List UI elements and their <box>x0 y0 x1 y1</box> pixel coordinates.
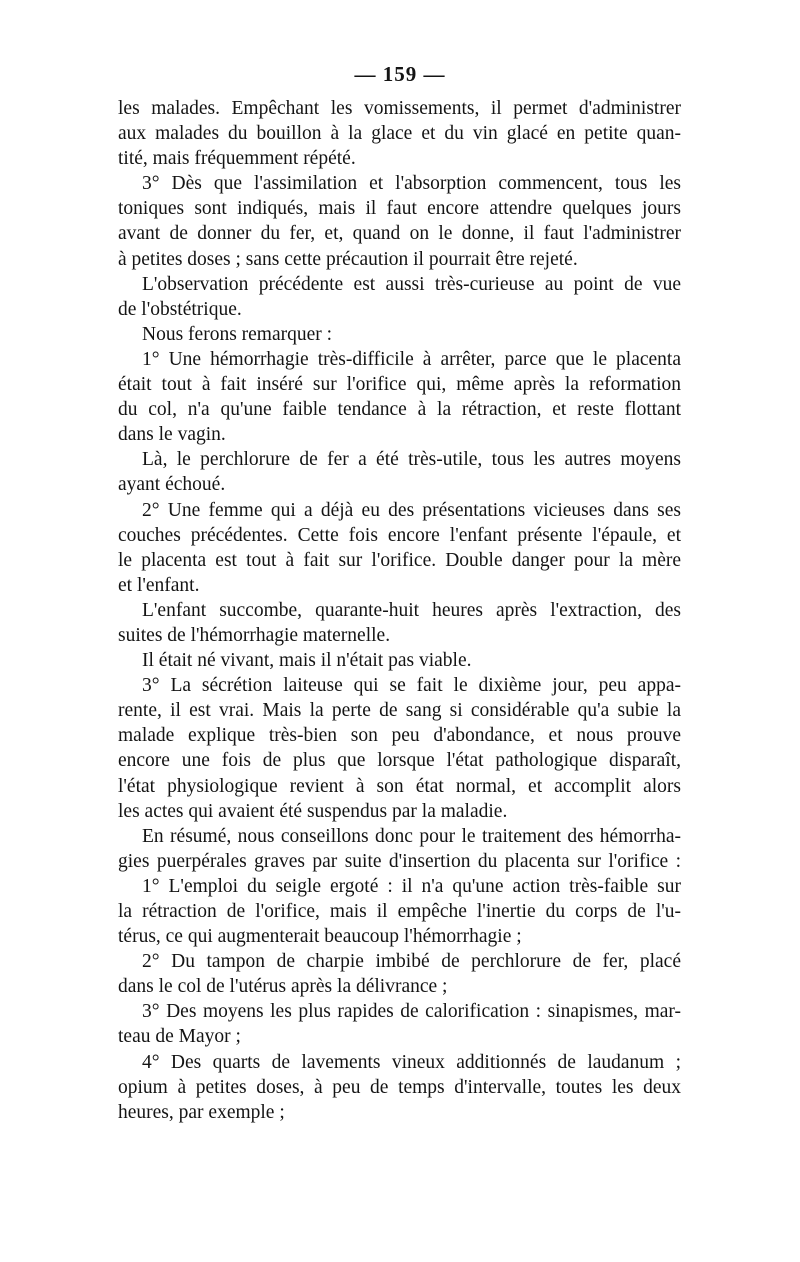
text-line: 1° L'emploi du seigle ergoté : il n'a qu'une action très-faible sur <box>142 875 681 897</box>
text-line: teau de Mayor ; <box>118 1026 241 1048</box>
text-line: à petites doses ; sans cette précaution il pourrait être rejeté. <box>118 248 578 270</box>
text-line: térus, ce qui augmenterait beaucoup l'hémorrhagie ; <box>118 926 522 948</box>
text-line: Nous ferons remarquer : <box>142 323 333 345</box>
text-line: L'enfant succombe, quarante-huit heures après l'extraction, des <box>142 599 681 621</box>
page-number: — 159 — <box>354 62 446 86</box>
text-line: heures, par exemple ; <box>118 1101 285 1123</box>
text-line: avant de donner du fer, et, quand on le donne, il faut l'administrer <box>118 223 681 245</box>
text-line: gies puerpérales graves par suite d'insertion du placenta sur l'orifice : <box>118 850 681 872</box>
text-line: était tout à fait inséré sur l'orifice qui, même après la reformation <box>118 374 681 396</box>
text-line: suites de l'hémorrhagie maternelle. <box>118 624 391 646</box>
text-line: encore une fois de plus que lorsque l'état pathologique disparaît, <box>118 750 681 772</box>
text-line: couches précédentes. Cette fois encore l'enfant présente l'épaule, et <box>118 524 681 546</box>
text-line: Il était né vivant, mais il n'était pas viable. <box>142 650 472 672</box>
text-line: la rétraction de l'orifice, mais il empêche l'inertie du corps de l'u- <box>118 901 681 922</box>
text-line: 2° Une femme qui a déjà eu des présentations vicieuses dans ses <box>142 499 681 521</box>
text-line: malade explique très-bien son peu d'abondance, et nous prouve <box>118 725 681 747</box>
text-line: 1° Une hémorrhagie très-difficile à arrêter, parce que le placenta <box>142 348 681 370</box>
text-line: aux malades du bouillon à la glace et du vin glacé en petite quan- <box>118 123 681 145</box>
text-line: le placenta est tout à fait sur l'orifice. Double danger pour la mère <box>118 549 681 571</box>
body-text <box>118 96 681 1125</box>
text-line: 3° La sécrétion laiteuse qui se fait le dixième jour, peu appa- <box>142 675 681 697</box>
text-line: 4° Des quarts de lavements vineux additionnés de laudanum ; <box>142 1051 681 1073</box>
text-line: et l'enfant. <box>118 574 200 596</box>
text-line: opium à petites doses, à peu de temps d'intervalle, toutes les deux <box>118 1076 681 1098</box>
text-line: rente, il est vrai. Mais la perte de sang si considérable qu'a subie la <box>118 700 681 722</box>
text-line: 3° Dès que l'assimilation et l'absorption commencent, tous les <box>142 173 681 195</box>
text-line: les malades. Empêchant les vomissements, il permet d'administrer <box>118 98 681 119</box>
text-line: du col, n'a qu'une faible tendance à la rétraction, et reste flottant <box>118 399 681 421</box>
text-line: dans le col de l'utérus après la délivrance ; <box>118 976 448 998</box>
text-line: 3° Des moyens les plus rapides de calorification : sinapismes, mar- <box>142 1001 681 1023</box>
text-line: L'observation précédente est aussi très-curieuse au point de vue <box>142 273 681 295</box>
text-line: de l'obstétrique. <box>118 298 242 320</box>
text-line: toniques sont indiqués, mais il faut encore attendre quelques jours <box>118 198 681 220</box>
text-line: En résumé, nous conseillons donc pour le traitement des hémorrha- <box>142 825 681 847</box>
text-line: tité, mais fréquemment répété. <box>118 148 356 170</box>
text-line: les actes qui avaient été suspendus par la maladie. <box>118 800 508 822</box>
text-line: Là, le perchlorure de fer a été très-utile, tous les autres moyens <box>142 449 681 471</box>
text-line: l'état physiologique revient à son état normal, et accomplit alors <box>118 775 681 797</box>
text-line: ayant échoué. <box>118 474 226 496</box>
text-line: dans le vagin. <box>118 424 226 446</box>
text-line: 2° Du tampon de charpie imbibé de perchlorure de fer, placé <box>142 951 681 973</box>
